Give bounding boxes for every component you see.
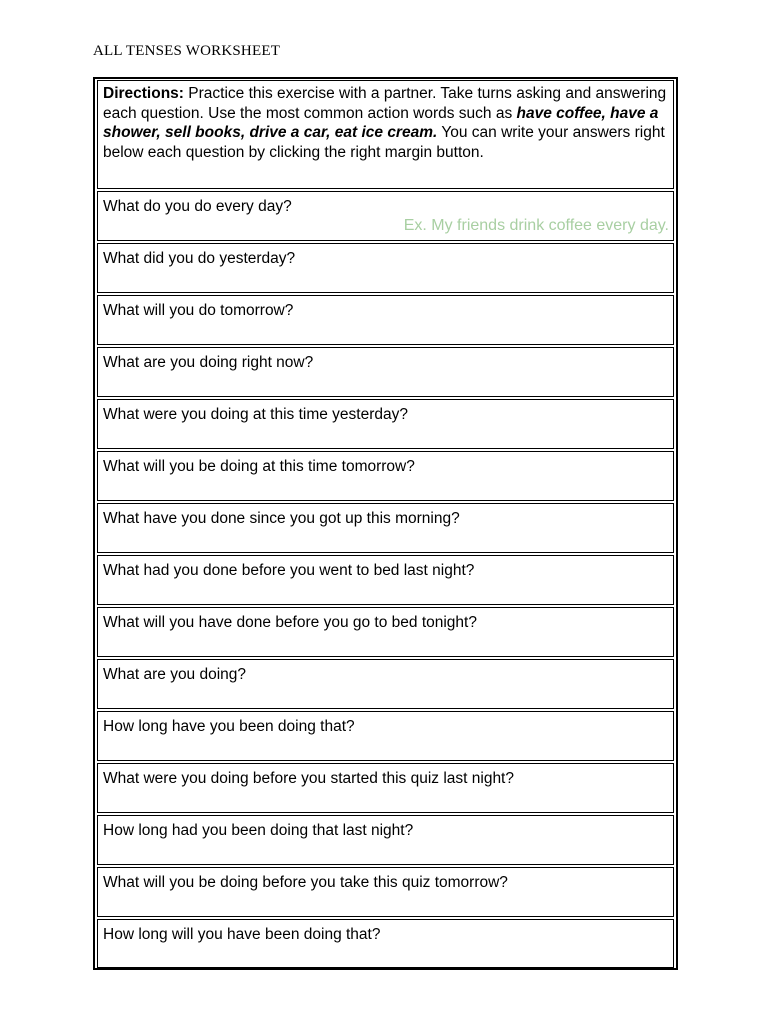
question-cell-4[interactable] <box>97 347 674 397</box>
directions-text-before: Practice this exercise with a partner. Take turns asking and answering each question. Use the most common action words such as <box>103 85 667 122</box>
question-cell-1[interactable] <box>97 191 674 241</box>
question-cell-13[interactable] <box>97 815 674 865</box>
question-text: What will you be doing before you take this quiz tomorrow? <box>103 874 508 891</box>
question-text: What do you do every day? <box>103 198 292 215</box>
question-cell-15[interactable] <box>97 919 674 968</box>
question-cell-9[interactable] <box>97 607 674 657</box>
directions-label: Directions: <box>103 85 184 102</box>
question-text: How long had you been doing that last night? <box>103 822 414 839</box>
worksheet-table <box>93 77 678 970</box>
question-cell-8[interactable] <box>97 555 674 605</box>
question-text: What will you be doing at this time tomorrow? <box>103 458 415 475</box>
question-text: How long have you been doing that? <box>103 718 355 735</box>
question-cell-12[interactable] <box>97 763 674 813</box>
question-text: What were you doing at this time yesterday? <box>103 406 408 423</box>
question-text: What have you done since you got up this morning? <box>103 510 460 527</box>
question-cell-5[interactable] <box>97 399 674 449</box>
question-cell-14[interactable] <box>97 867 674 917</box>
directions-text-after: You can write your answers right below each question by clicking the right margin button. <box>103 124 665 161</box>
question-cell-6[interactable] <box>97 451 674 501</box>
question-text: What will you do tomorrow? <box>103 302 294 319</box>
question-text: What had you done before you went to bed last night? <box>103 562 475 579</box>
directions-cell <box>97 80 674 189</box>
question-text: What were you doing before you started this quiz last night? <box>103 770 514 787</box>
question-cell-10[interactable] <box>97 659 674 709</box>
document-title: ALL TENSES WORKSHEET <box>93 43 281 59</box>
question-text: What are you doing? <box>103 666 247 683</box>
question-cell-3[interactable] <box>97 295 674 345</box>
question-text: What will you have done before you go to bed tonight? <box>103 614 477 631</box>
question-text: How long will you have been doing that? <box>103 926 381 943</box>
question-text: What did you do yesterday? <box>103 250 296 267</box>
question-text: What are you doing right now? <box>103 354 314 371</box>
example-answer: Ex. My friends drink coffee every day. <box>403 217 669 234</box>
question-cell-7[interactable] <box>97 503 674 553</box>
question-cell-2[interactable] <box>97 243 674 293</box>
directions-examples: have coffee, have a shower, sell books, drive a car, eat ice cream. <box>103 104 659 142</box>
question-cell-11[interactable] <box>97 711 674 761</box>
